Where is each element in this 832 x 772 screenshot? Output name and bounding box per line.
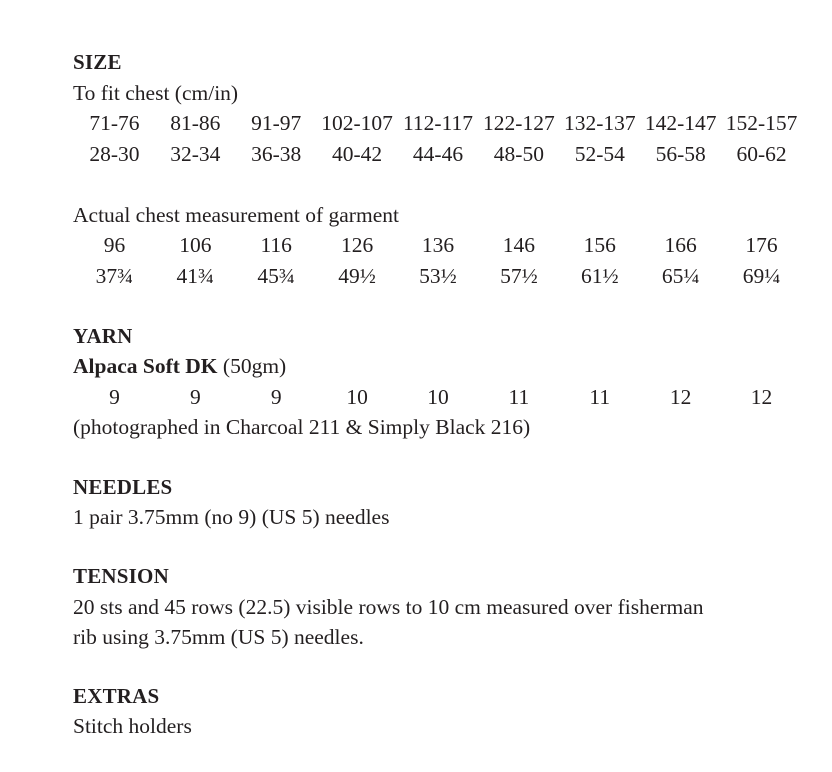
- actual-cm-value: 136: [421, 233, 455, 257]
- size-in-value: 52-54: [574, 142, 625, 166]
- needles-heading: NEEDLES: [73, 475, 173, 499]
- actual-cm-row: [74, 230, 802, 260]
- size-in-value: 32-34: [170, 142, 221, 166]
- needles-text: 1 pair 3.75mm (no 9) (US 5) needles: [73, 505, 390, 529]
- actual-cm-value: 166: [664, 233, 697, 257]
- actual-cm-value: 126: [340, 233, 374, 257]
- size-subtitle: To fit chest (cm/in): [73, 81, 239, 105]
- actual-cm-value: 96: [103, 233, 126, 257]
- yarn-balls-value: 9: [189, 385, 201, 409]
- size-cm-value: 81-86: [170, 111, 221, 135]
- yarn-balls-value: 11: [508, 385, 530, 409]
- actual-in-value: 49½: [338, 264, 376, 288]
- size-cm-value: 91-97: [251, 111, 302, 135]
- tension-line-2: rib using 3.75mm (US 5) needles.: [73, 625, 364, 649]
- yarn-balls-value: 12: [669, 385, 692, 409]
- actual-chest-label: Actual chest measurement of garment: [73, 203, 399, 227]
- actual-in-row: [74, 261, 802, 291]
- extras-heading: EXTRAS: [73, 684, 160, 708]
- size-cm-value: 142-147: [644, 111, 717, 135]
- yarn-balls-row: [74, 382, 802, 412]
- actual-cm-value: 146: [502, 233, 535, 257]
- size-cm-value: 102-107: [321, 111, 393, 135]
- size-in-value: 44-46: [412, 142, 464, 166]
- yarn-balls-value: 9: [109, 385, 120, 409]
- yarn-balls-value: 12: [750, 385, 773, 409]
- actual-in-value: 45¾: [257, 264, 296, 288]
- extras-text: Stitch holders: [73, 714, 192, 738]
- size-cm-value: 152-157: [725, 111, 798, 135]
- yarn-balls-value: 11: [589, 385, 611, 409]
- size-in-value: 56-58: [655, 142, 706, 166]
- size-in-value: 36-38: [251, 142, 302, 166]
- actual-in-value: 61½: [580, 264, 619, 288]
- actual-in-value: 57½: [500, 264, 538, 288]
- size-cm-value: 122-127: [483, 111, 555, 135]
- actual-in-value: 53½: [419, 264, 457, 288]
- tension-line-1: 20 sts and 45 rows (22.5) visible rows to 10 cm measured over fisherman: [73, 595, 704, 619]
- yarn-balls-value: 10: [427, 385, 449, 409]
- size-heading: SIZE: [73, 50, 122, 74]
- yarn-balls-value: 9: [270, 385, 282, 409]
- size-in-value: 60-62: [736, 142, 787, 166]
- size-in-value: 48-50: [493, 142, 544, 166]
- yarn-line: [73, 351, 286, 381]
- actual-cm-value: 176: [745, 233, 778, 257]
- actual-in-value: 37¾: [95, 264, 134, 288]
- yarn-balls-value: 10: [346, 385, 368, 409]
- size-cm-value: 71-76: [89, 111, 140, 135]
- size-in-row: [74, 139, 802, 169]
- size-cm-row: [74, 108, 802, 138]
- yarn-weight: (50gm): [217, 354, 287, 378]
- size-cm-value: 132-137: [563, 111, 636, 135]
- actual-in-value: 41¾: [176, 264, 215, 288]
- yarn-name: Alpaca Soft DK: [73, 354, 218, 378]
- actual-cm-value: 106: [179, 233, 212, 257]
- actual-in-value: 69¼: [742, 264, 781, 288]
- yarn-note: (photographed in Charcoal 211 & Simply Black 216): [73, 415, 531, 439]
- actual-cm-value: 156: [583, 233, 616, 257]
- yarn-heading: YARN: [73, 324, 133, 348]
- actual-in-value: 65¼: [661, 264, 700, 288]
- tension-heading: TENSION: [73, 564, 169, 588]
- size-in-value: 40-42: [332, 142, 383, 166]
- size-cm-value: 112-117: [402, 111, 474, 135]
- actual-cm-value: 116: [260, 233, 292, 257]
- size-in-value: 28-30: [89, 142, 140, 166]
